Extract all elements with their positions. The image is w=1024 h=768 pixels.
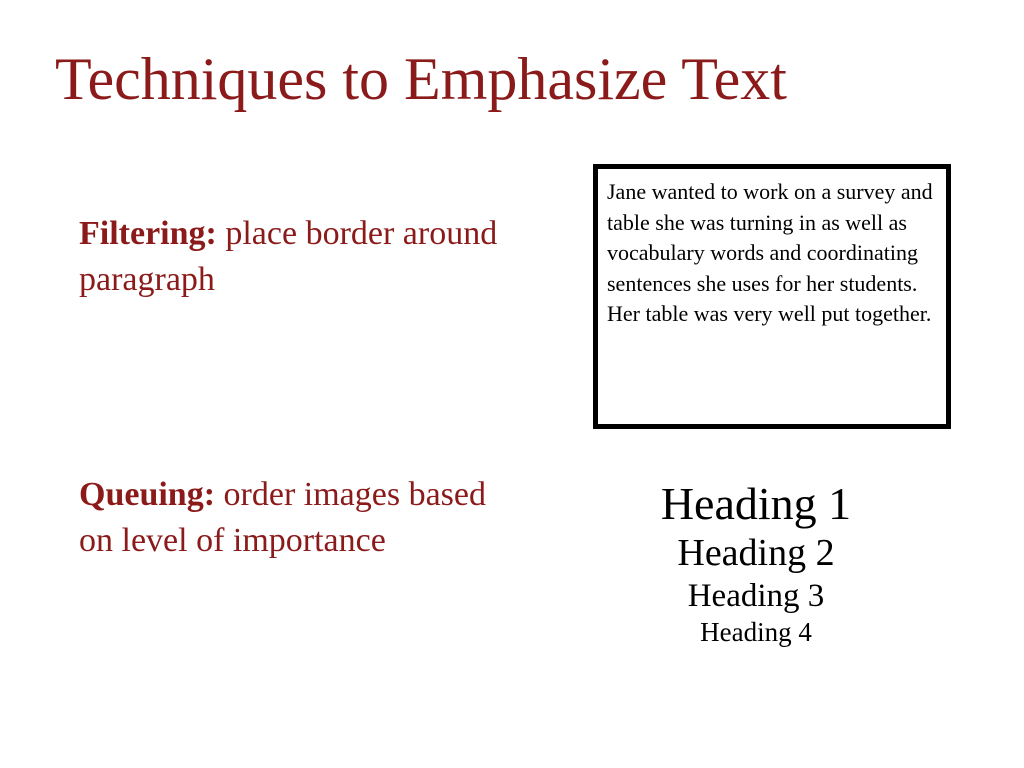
queuing-point [79, 472, 519, 564]
bordered-paragraph-box [593, 164, 951, 429]
heading-1-example: Heading 1 [660, 478, 852, 529]
heading-2-example: Heading 2 [677, 532, 835, 575]
bordered-paragraph-text: Jane wanted to work on a survey and table she was turning in as well as vocabulary words and coordinating sentences she uses for her students. Her table was very well put together. [607, 179, 933, 327]
slide-title: Techniques to Emphasize Text [55, 46, 787, 112]
filtering-point [79, 211, 519, 303]
queuing-description: order images based on level of importance [79, 476, 487, 560]
heading-4-example: Heading 4 [700, 617, 812, 648]
heading-3-example: Heading 3 [687, 577, 825, 614]
filtering-term: Filtering: [79, 215, 217, 252]
filtering-description: place border around paragraph [79, 215, 498, 299]
queuing-term: Queuing: [79, 476, 216, 513]
heading-examples [580, 476, 932, 649]
